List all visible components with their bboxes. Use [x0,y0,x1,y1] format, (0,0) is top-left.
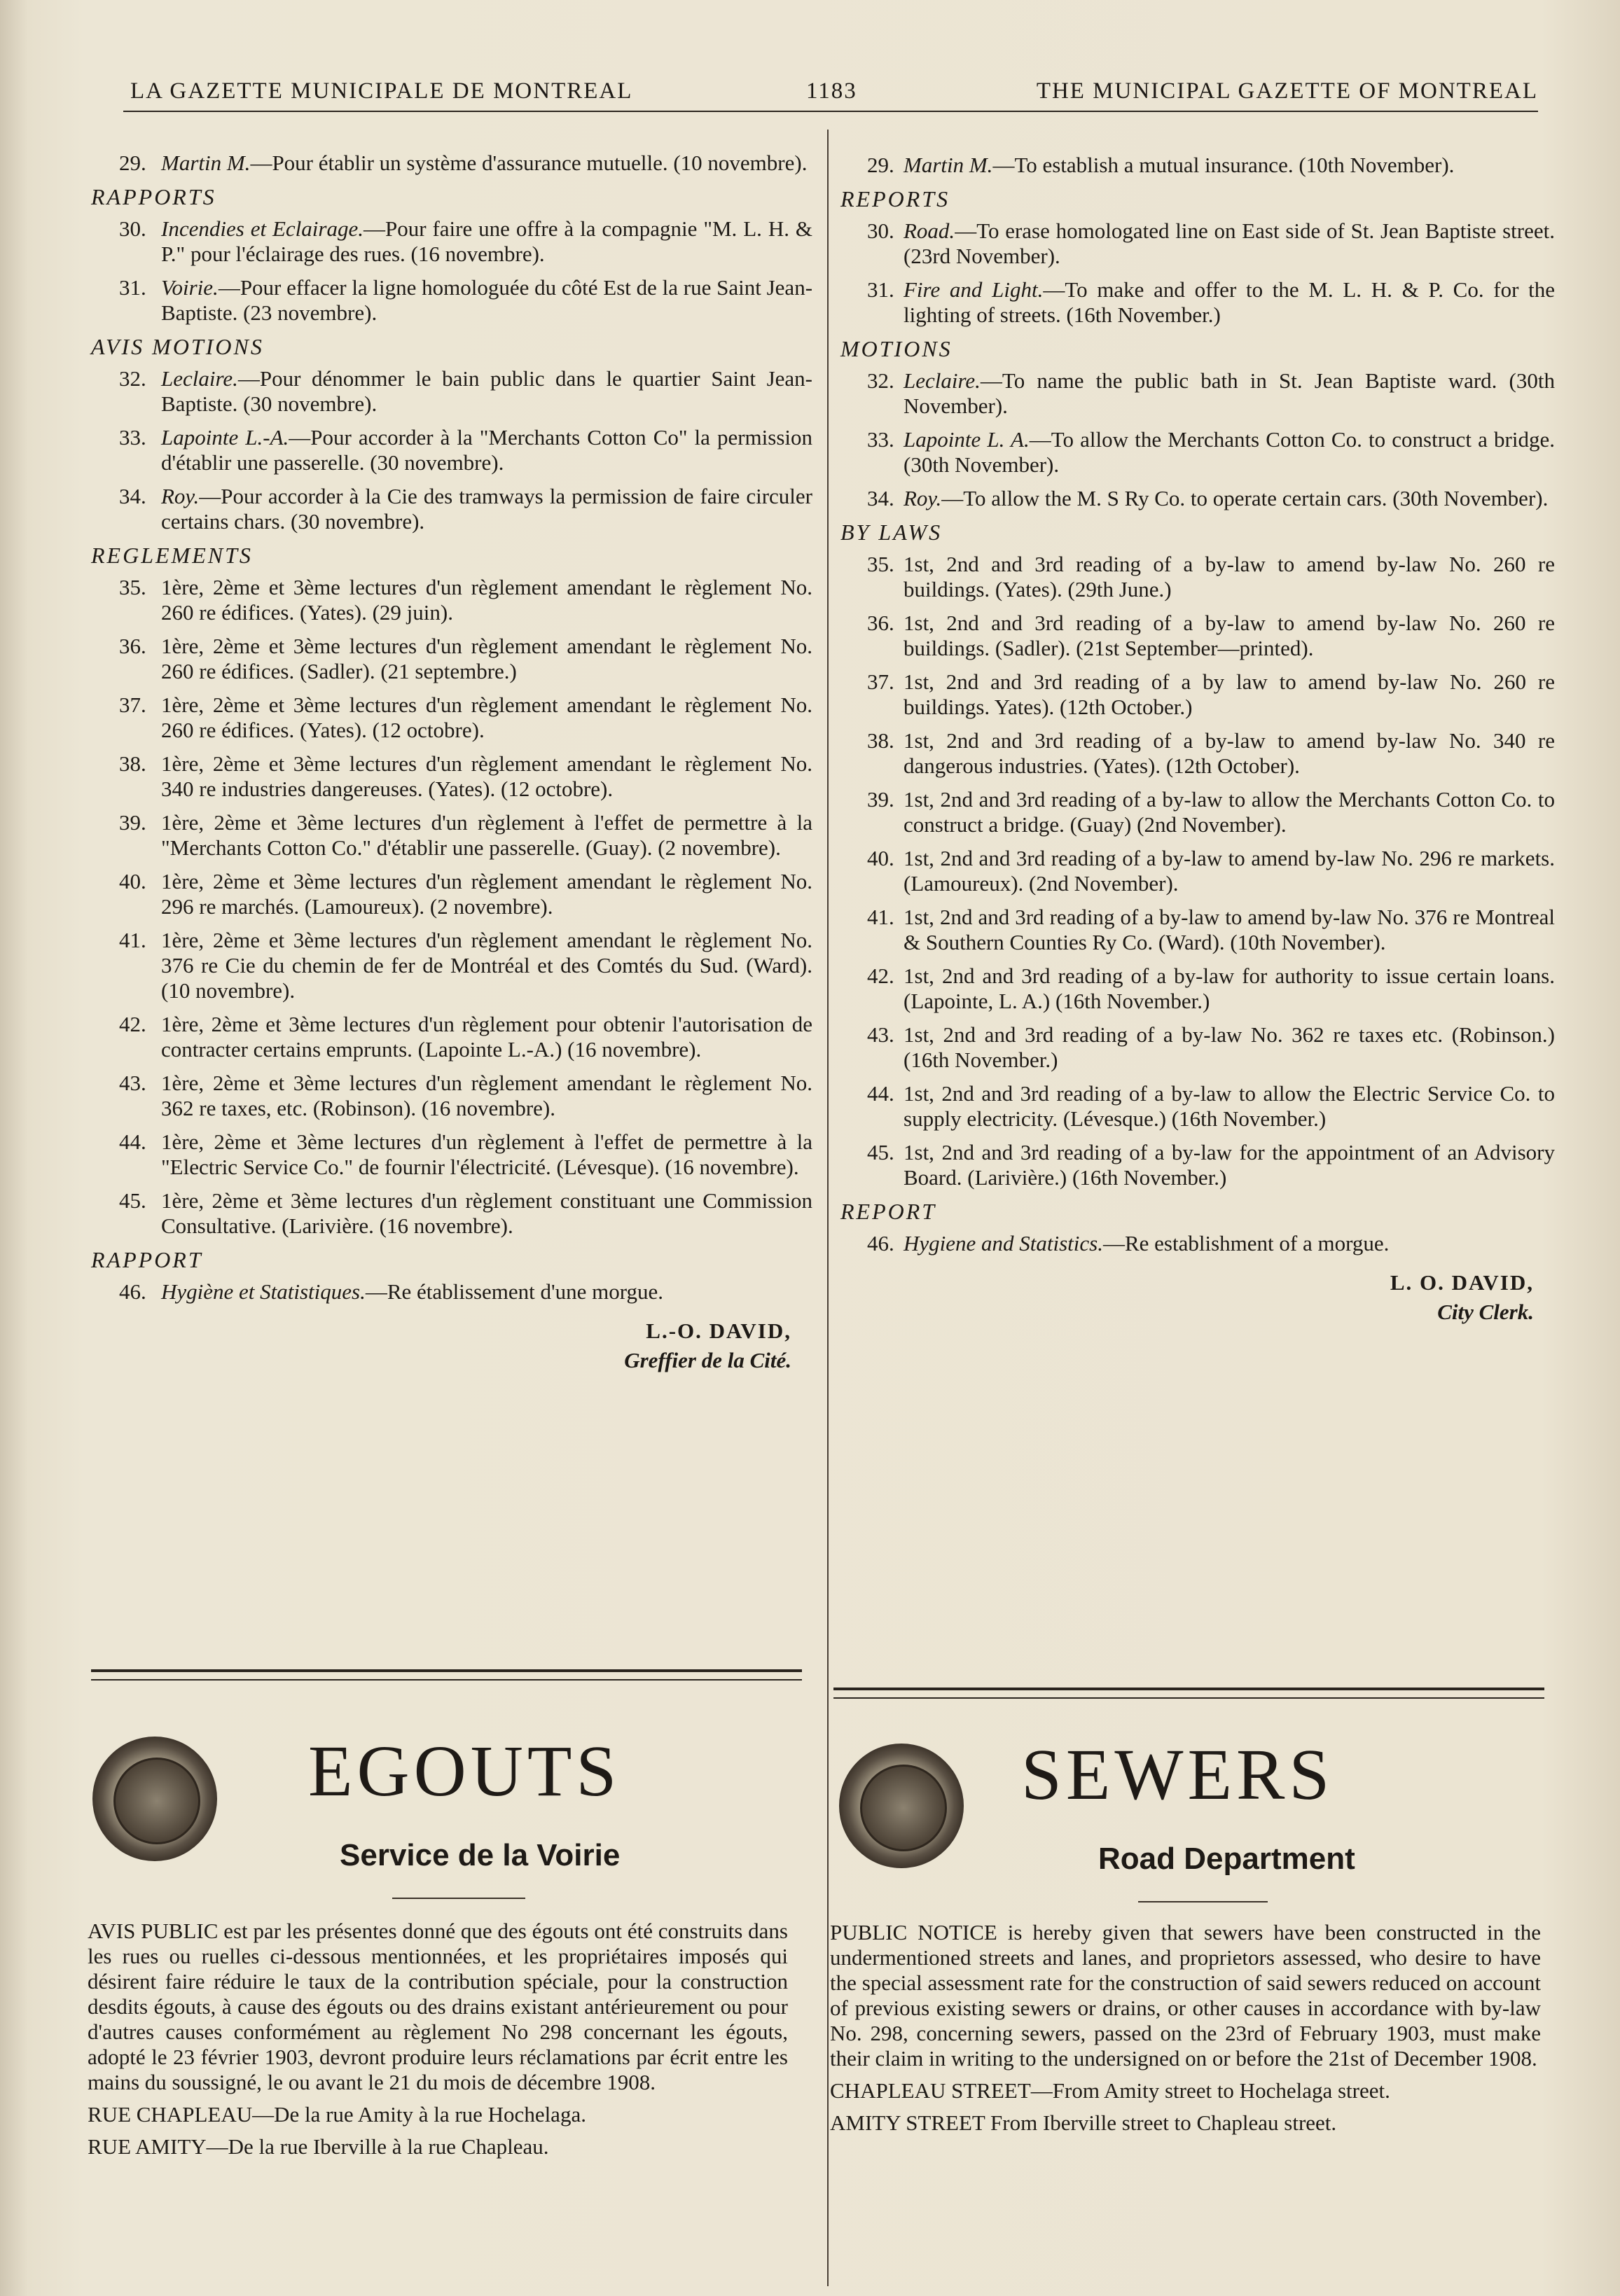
signature-block [840,1270,1555,1325]
list-item: 41. 1ère, 2ème et 3ème lectures d'un règlement amendant le règlement No. 376 re Cie du chemin de fer de Montréal et des Comtés du Sud. (Ward). (10 novembre). [119,928,812,1003]
header-english-title: THE MUNICIPAL GAZETTE OF MONTREAL [1036,78,1538,104]
list-item: 46. Hygiene and Statistics.—Re establishment of a morgue. [867,1231,1390,1255]
list-item: 39. 1st, 2nd and 3rd reading of a by-law to allow the Merchants Cotton Co. to construct a bridge. (Guay) (2nd November). [867,787,1555,837]
divider [1138,1901,1268,1902]
section-double-rule-right [833,1688,1544,1699]
list-item: 35. 1st, 2nd and 3rd reading of a by-law to amend by-law No. 260 re buildings. (Yates). (29th June.) [867,552,1555,601]
list-item: 41. 1st, 2nd and 3rd reading of a by-law to amend by-law No. 376 re Montreal & Southern Counties Ry Co. (Ward). (10th November). [867,905,1555,954]
sewers-body: PUBLIC NOTICE is hereby given that sewers have been constructed in the undermentioned streets and lanes, and proprietors assessed, who desire to have the special assessment rate for the construction of said sewers reduced on account of previous existing sewers or drains, or other causes in accordance with by-law No. 298, concerning sewers, passed on the 23rd of February 1903, must make their claim in writing to the undersigned on or before the 21st of December 1908. [830,1920,1541,2071]
page-header [123,78,1538,115]
sewers-subtitle: Road Department [1098,1842,1355,1876]
section-heading-rapport: RAPPORT [91,1247,203,1272]
city-seal-icon [839,1744,964,1868]
sewers-street-2: AMITY STREET From Iberville street to Chapleau street. [830,2110,1337,2135]
list-item: 46. Hygiène et Statistiques.—Re établissement d'une morgue. [119,1279,664,1304]
section-heading-report: REPORT [840,1199,937,1224]
section-double-rule-left [91,1669,802,1681]
list-item: 33. Lapointe L. A.—To allow the Merchants Cotton Co. to construct a bridge. (30th November). [867,427,1556,477]
list-item: 39. 1ère, 2ème et 3ème lectures d'un règlement à l'effet de permettre à la "Merchants Cotton Co." d'établir une passerelle. (Guay). (2 novembre). [119,810,812,860]
list-item: 36. 1st, 2nd and 3rd reading of a by-law to amend by-law No. 260 re buildings. (Sadler). (21st September—printed). [867,611,1555,660]
egouts-street-1: RUE CHAPLEAU—De la rue Amity à la rue Hochelaga. [88,2102,586,2127]
french-column [91,151,812,1373]
list-item: 35. 1ère, 2ème et 3ème lectures d'un règlement amendant le règlement No. 260 re édifices. (Yates). (29 juin). [119,575,812,625]
list-item: 38. 1st, 2nd and 3rd reading of a by-law to amend by-law No. 340 re dangerous industries. (Yates). (12th October). [867,728,1555,778]
list-item: 30. Road.—To erase homologated line on East side of St. Jean Baptiste street. (23rd November). [867,218,1555,268]
section-heading-reports: REPORTS [840,186,950,211]
list-item: 34. Roy.—Pour accorder à la Cie des tramways la permission de faire circuler certains chars. (30 novembre). [119,484,812,534]
egouts-street-2: RUE AMITY—De la rue Iberville à la rue Chapleau. [88,2134,549,2159]
list-item: 36. 1ère, 2ème et 3ème lectures d'un règlement amendant le règlement No. 260 re édifices. (Sadler). (21 septembre.) [119,634,812,683]
list-item: 45. 1ère, 2ème et 3ème lectures d'un règlement constituant une Commission Consultative. (Larivière. (16 novembre). [119,1188,812,1238]
list-item: 45. 1st, 2nd and 3rd reading of a by-law for the appointment of an Advisory Board. (Larivière.) (16th November.) [867,1140,1555,1190]
signature-role: Greffier de la Cité. [624,1348,791,1372]
city-seal-icon [92,1737,217,1861]
header-rule [123,111,1538,112]
column-divider [827,130,829,2286]
list-item: 42. 1ère, 2ème et 3ème lectures d'un règlement pour obtenir l'autorisation de contracter certains emprunts. (Lapointe L.-A.) (16 novembre). [119,1012,812,1062]
signature-name: L.-O. DAVID, [646,1319,791,1343]
list-item: 40. 1st, 2nd and 3rd reading of a by-law to amend by-law No. 296 re markets. (Lamoureux). (2nd November). [867,846,1555,896]
list-item: 43. 1st, 2nd and 3rd reading of a by-law No. 362 re taxes etc. (Robinson.) (16th November.) [867,1022,1555,1072]
section-heading-avis-motions: AVIS MOTIONS [91,334,264,359]
list-item: 43. 1ère, 2ème et 3ème lectures d'un règlement amendant le règlement No. 362 re taxes, etc. (Robinson). (16 novembre). [119,1071,812,1120]
sewers-notice [830,1920,1541,2143]
list-item: 40. 1ère, 2ème et 3ème lectures d'un règlement amendant le règlement No. 296 re marchés. (Lamoureux). (2 novembre). [119,869,812,919]
sewers-street-1: CHAPLEAU STREET—From Amity street to Hochelaga street. [830,2078,1390,2103]
signature-block [91,1319,812,1373]
list-item: 29. Martin M.—Pour établir un système d'assurance mutuelle. (10 novembre). [119,151,808,175]
list-item: 31. Voirie.—Pour effacer la ligne homologuée du côté Est de la rue Saint Jean-Baptiste. (23 novembre). [119,275,813,325]
english-column [840,153,1555,1325]
list-item: 30. Incendies et Eclairage.—Pour faire une offre à la compagnie "M. L. H. & P." pour l'éclairage des rues. (16 novembre). [119,216,812,266]
list-item: 29. Martin M.—To establish a mutual insurance. (10th November). [867,153,1455,177]
section-heading-rapports: RAPPORTS [91,184,216,209]
list-item: 44. 1ère, 2ème et 3ème lectures d'un règlement à l'effet de permettre à la "Electric Service Co." de fournir l'électricité. (Lévesque). (16 novembre). [119,1129,812,1179]
header-french-title: LA GAZETTE MUNICIPALE DE MONTREAL [130,78,633,104]
sewers-title: SEWERS [1021,1734,1334,1815]
list-item: 34. Roy.—To allow the M. S Ry Co. to operate certain cars. (30th November). [867,486,1549,510]
egouts-notice [88,1919,788,2166]
section-heading-bylaws: BY LAWS [840,520,943,545]
list-item: 37. 1ère, 2ème et 3ème lectures d'un règlement amendant le règlement No. 260 re édifices. (Yates). (12 octobre). [119,693,812,742]
list-item: 37. 1st, 2nd and 3rd reading of a by law to amend by-law No. 260 re buildings. Yates). (12th October.) [867,669,1555,719]
page-number: 1183 [806,78,857,104]
section-heading-motions: MOTIONS [840,336,953,361]
list-item: 42. 1st, 2nd and 3rd reading of a by-law for authority to issue certain loans. (Lapointe, L. A.) (16th November.) [867,963,1555,1013]
signature-name: L. O. DAVID, [1390,1270,1534,1295]
egouts-title: EGOUTS [308,1731,621,1811]
list-item: 44. 1st, 2nd and 3rd reading of a by-law to allow the Electric Service Co. to supply electricity. (Lévesque.) (16th November.) [867,1081,1555,1131]
section-heading-reglements: REGLEMENTS [91,543,253,568]
signature-role: City Clerk. [1437,1300,1534,1324]
egouts-subtitle: Service de la Voirie [340,1838,621,1872]
list-item: 38. 1ère, 2ème et 3ème lectures d'un règlement amendant le règlement No. 340 re industries dangereuses. (Yates). (12 octobre). [119,751,812,801]
list-item: 31. Fire and Light.—To make and offer to the M. L. H. & P. Co. for the lighting of streets. (16th November.) [867,277,1555,327]
list-item: 32. Leclaire.—To name the public bath in St. Jean Baptiste ward. (30th November). [867,368,1555,418]
egouts-body: AVIS PUBLIC est par les présentes donné que des égouts ont été construits dans les rues ou ruelles ci-dessous mentionnées, et les propriétaires imposés qui désirent faire réduire le taux de la contribution spéciale, pour la construction desdits égouts, à cause des égouts ou des drains existant antérieurement ou pour d'autres causes conformément au règlement No 298 concernant les égouts, adopté le 23 février 1903, devront produire leurs réclamations par écrit entre les mains du soussigné, le ou avant le 21 du mois de décembre 1908. [88,1919,788,2094]
list-item: 32. Leclaire.—Pour dénommer le bain public dans le quartier Saint Jean-Baptiste. (30 novembre). [119,366,812,416]
list-item: 33. Lapointe L.-A.—Pour accorder à la "Merchants Cotton Co" la permission d'établir une passerelle. (30 novembre). [119,425,813,475]
divider [392,1898,525,1899]
